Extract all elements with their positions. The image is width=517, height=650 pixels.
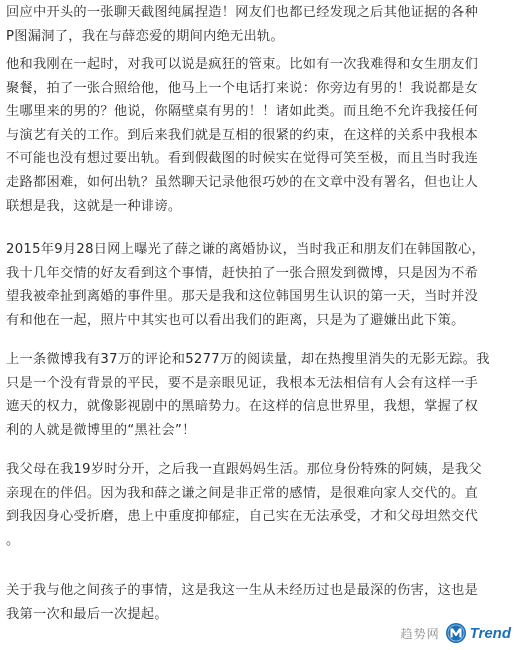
paragraph-5 <box>6 458 514 552</box>
text-line: 与演艺有关的工作。到后来我们就是互相的很紧的约束，在这样的关系中我根本 <box>6 127 479 143</box>
paragraph-2 <box>6 53 514 218</box>
text-line: P图漏洞了，我在与薛恋爱的期间内绝无出轨。 <box>6 28 285 44</box>
text-line: 亲现在的伴侣。因为我和薛之谦之间是非正常的感情，是很难向家人交代的。直 <box>6 485 479 501</box>
text-line: 只是一个没有背景的平民，要不是亲眼见证，我根本无法相信有人会有这样一手 <box>6 375 479 391</box>
text-line: 2015年9月28日网上曝光了薛之谦的离婚协议，当时我正和朋友们在韩国散心， <box>6 242 485 257</box>
watermark-site-name: 趋势网 <box>400 626 440 641</box>
text-line: 上一条微博我有37万的评论和5277万的阅读量，却在热搜里消失的无影无踪。我 <box>6 352 490 367</box>
text-line: 我父母在我19岁时分开，之后我一直跟妈妈生活。那位身份特殊的阿姨，是我父 <box>6 462 482 477</box>
text-line: 回应中开头的一张聊天截图纯属捏造！网友们也都已经发现之后其他证据的各种 <box>6 5 479 20</box>
text-line: 我十几年交情的好友看到这个事情，赶快拍了一张合照发到微博，只是因为不希 <box>6 265 479 281</box>
text-line: 遮天的权力，就像影视剧中的黑暗势力。在这样的信息世界里，我想，掌握了权 <box>6 399 479 415</box>
text-line: 我第一次和最后一次提起。 <box>6 606 168 622</box>
text-line: 望我被牵扯到离婚的事件里。那天是我和这位韩国男生认识的第一天，当时并没 <box>6 289 479 305</box>
paragraph-1 <box>6 1 514 48</box>
text-line: 有和他在一起，照片中其实也可以看出我们的距离，只是为了避嫌出此下策。 <box>6 312 465 328</box>
text-line: 他和我刚在一起时，对我可以说是疯狂的管束。比如有一次我难得和女生朋友们 <box>6 57 479 72</box>
paragraph-3 <box>6 238 514 332</box>
text-line: 生哪里来的男的？他说，你隔壁桌有男的！！诸如此类。而且绝不允许我接任何 <box>6 104 479 120</box>
text-line: 利的人就是微博里的“黑社会”！ <box>6 422 196 438</box>
m-circle-logo-icon <box>445 622 467 644</box>
paragraph-4 <box>6 348 514 442</box>
text-line: 聚餐，拍了一张合照给他，他马上一个电话打来说：你旁边有男的！我说都是女 <box>6 80 479 96</box>
text-line: 。 <box>6 532 20 548</box>
watermark-brand-text: Trend <box>469 624 511 642</box>
text-line: 到我因身心受折磨，患上中重度抑郁症，自己实在无法承受，才和父母坦然交代 <box>6 509 479 525</box>
text-line: 走路都困难，如何出轨？虽然聊天记录他很巧妙的在文章中没有署名，但也让人 <box>6 174 479 190</box>
text-line: 不可能也没有想过要出轨。看到假截图的时候实在觉得可笑至极，而且当时我连 <box>6 151 479 167</box>
site-watermark <box>401 620 511 646</box>
text-line: 关于我与他之间孩子的事情，这是我这一生从未经历过也是最深的伤害，这也是 <box>6 583 479 598</box>
text-line: 联想是我，这就是一种诽谤。 <box>6 198 182 214</box>
